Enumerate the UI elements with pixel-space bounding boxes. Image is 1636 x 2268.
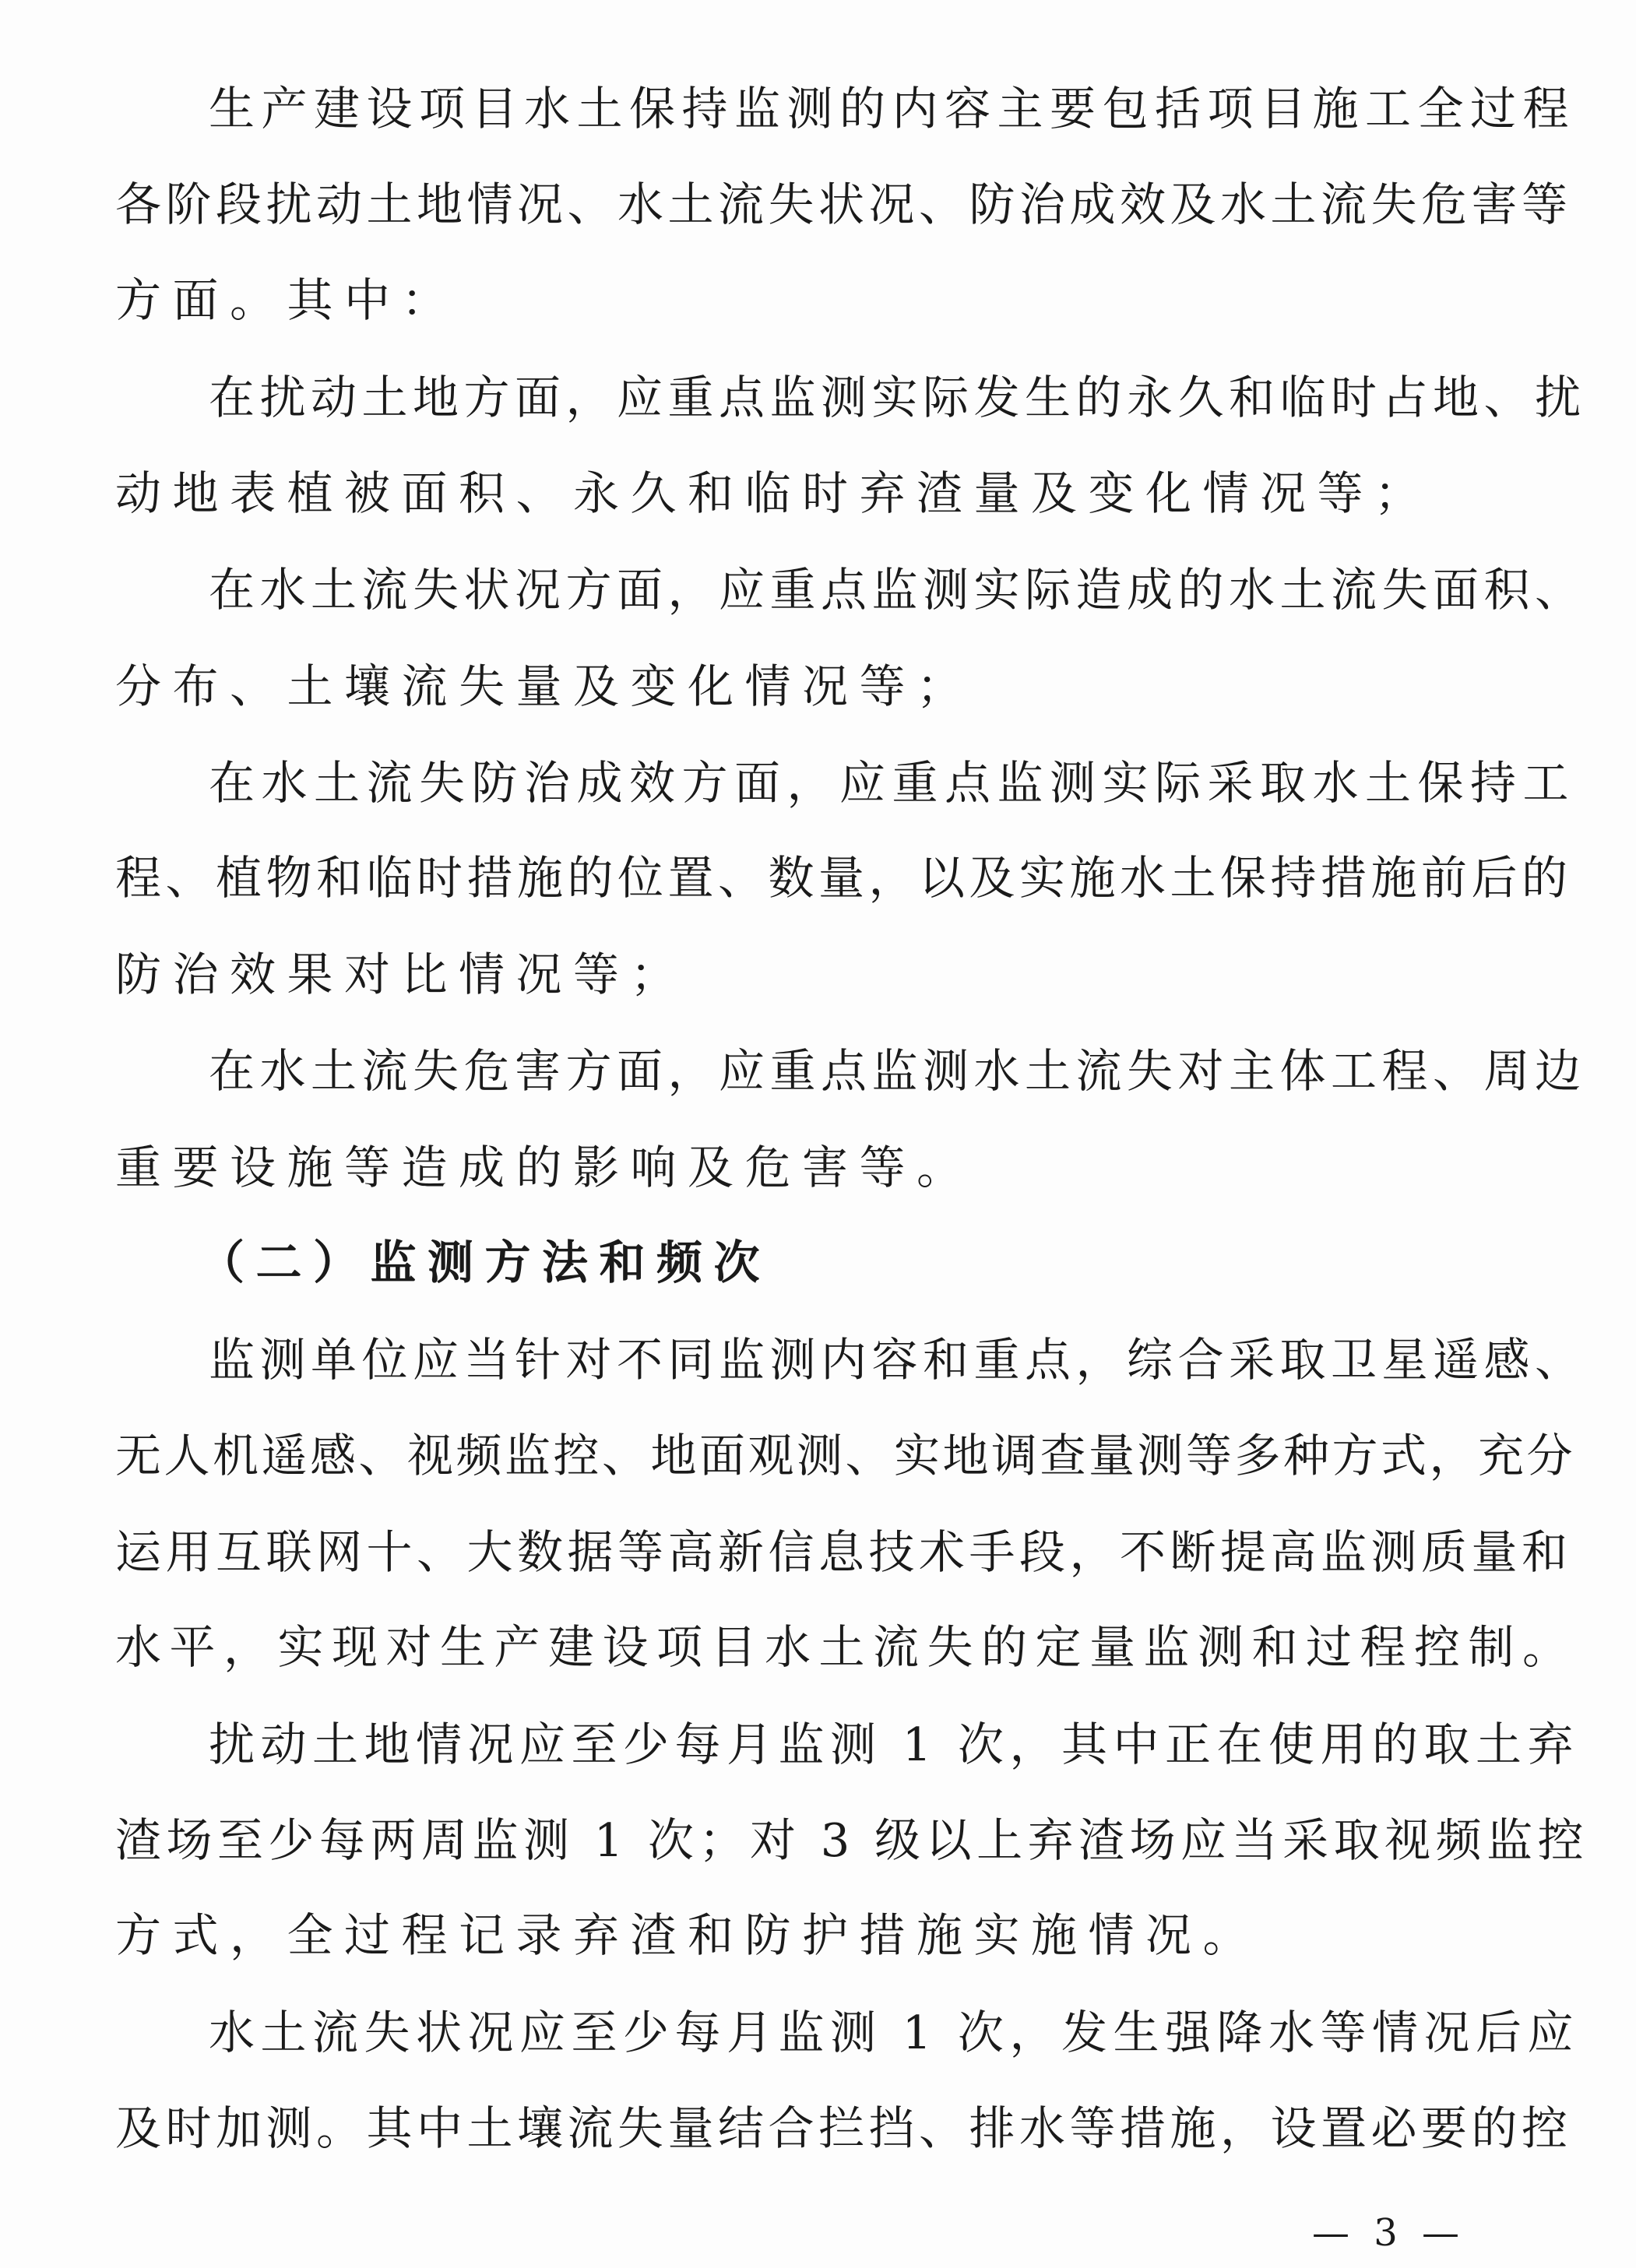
text-line: 方面。其中： [115, 273, 459, 327]
text-line: 在水土流失状况方面，应重点监测实际造成的水土流失面积、 [209, 563, 1586, 617]
text-line: 扰动土地情况应至少每月监测 1 次，其中正在使用的取土弃 [209, 1718, 1580, 1771]
section-heading: （二）监测方法和频次 [199, 1236, 772, 1289]
text-line: 监测单位应当针对不同监测内容和重点，综合采取卫星遥感、 [209, 1333, 1586, 1387]
text-line: 水平，实现对生产建设项目水土流失的定量监测和过程控制。 [115, 1620, 1577, 1674]
text-line: 及时加测。其中土壤流失量结合拦挡、排水等措施，设置必要的控 [115, 2101, 1572, 2155]
text-line: 水土流失状况应至少每月监测 1 次，发生强降水等情况后应 [209, 2006, 1580, 2059]
text-line: 各阶段扰动土地情况、水土流失状况、防治成效及水土流失危害等 [115, 178, 1572, 231]
text-line: 在水土流失防治成效方面，应重点监测实际采取水土保持工 [209, 756, 1576, 810]
text-line: 程、植物和临时措施的位置、数量，以及实施水土保持措施前后的 [115, 851, 1572, 905]
text-line: 运用互联网十、大数据等高新信息技术手段，不断提高监测质量和 [115, 1525, 1572, 1579]
text-line: 渣场至少每两周监测 1 次；对 3 级以上弃渣场应当采取视频监控 [115, 1813, 1589, 1867]
text-line: 防治效果对比情况等； [115, 948, 688, 1001]
page-number: — 3 — [1312, 2211, 1466, 2255]
text-line: 动地表植被面积、永久和临时弃渣量及变化情况等； [115, 466, 1432, 520]
text-line: 方式，全过程记录弃渣和防护措施实施情况。 [115, 1908, 1261, 1962]
text-line: 在水土流失危害方面，应重点监测水土流失对主体工程、周边 [209, 1044, 1586, 1098]
text-line: 生产建设项目水土保持监测的内容主要包括项目施工全过程 [209, 82, 1576, 135]
text-line: 分布、土壤流失量及变化情况等； [115, 659, 974, 713]
text-line: 无人机遥感、视频监控、地面观测、实地调查量测等多种方式，充分 [115, 1429, 1576, 1482]
text-line: 在扰动土地方面，应重点监测实际发生的永久和临时占地、扰 [209, 371, 1586, 424]
text-line: 重要设施等造成的影响及危害等。 [115, 1141, 974, 1194]
